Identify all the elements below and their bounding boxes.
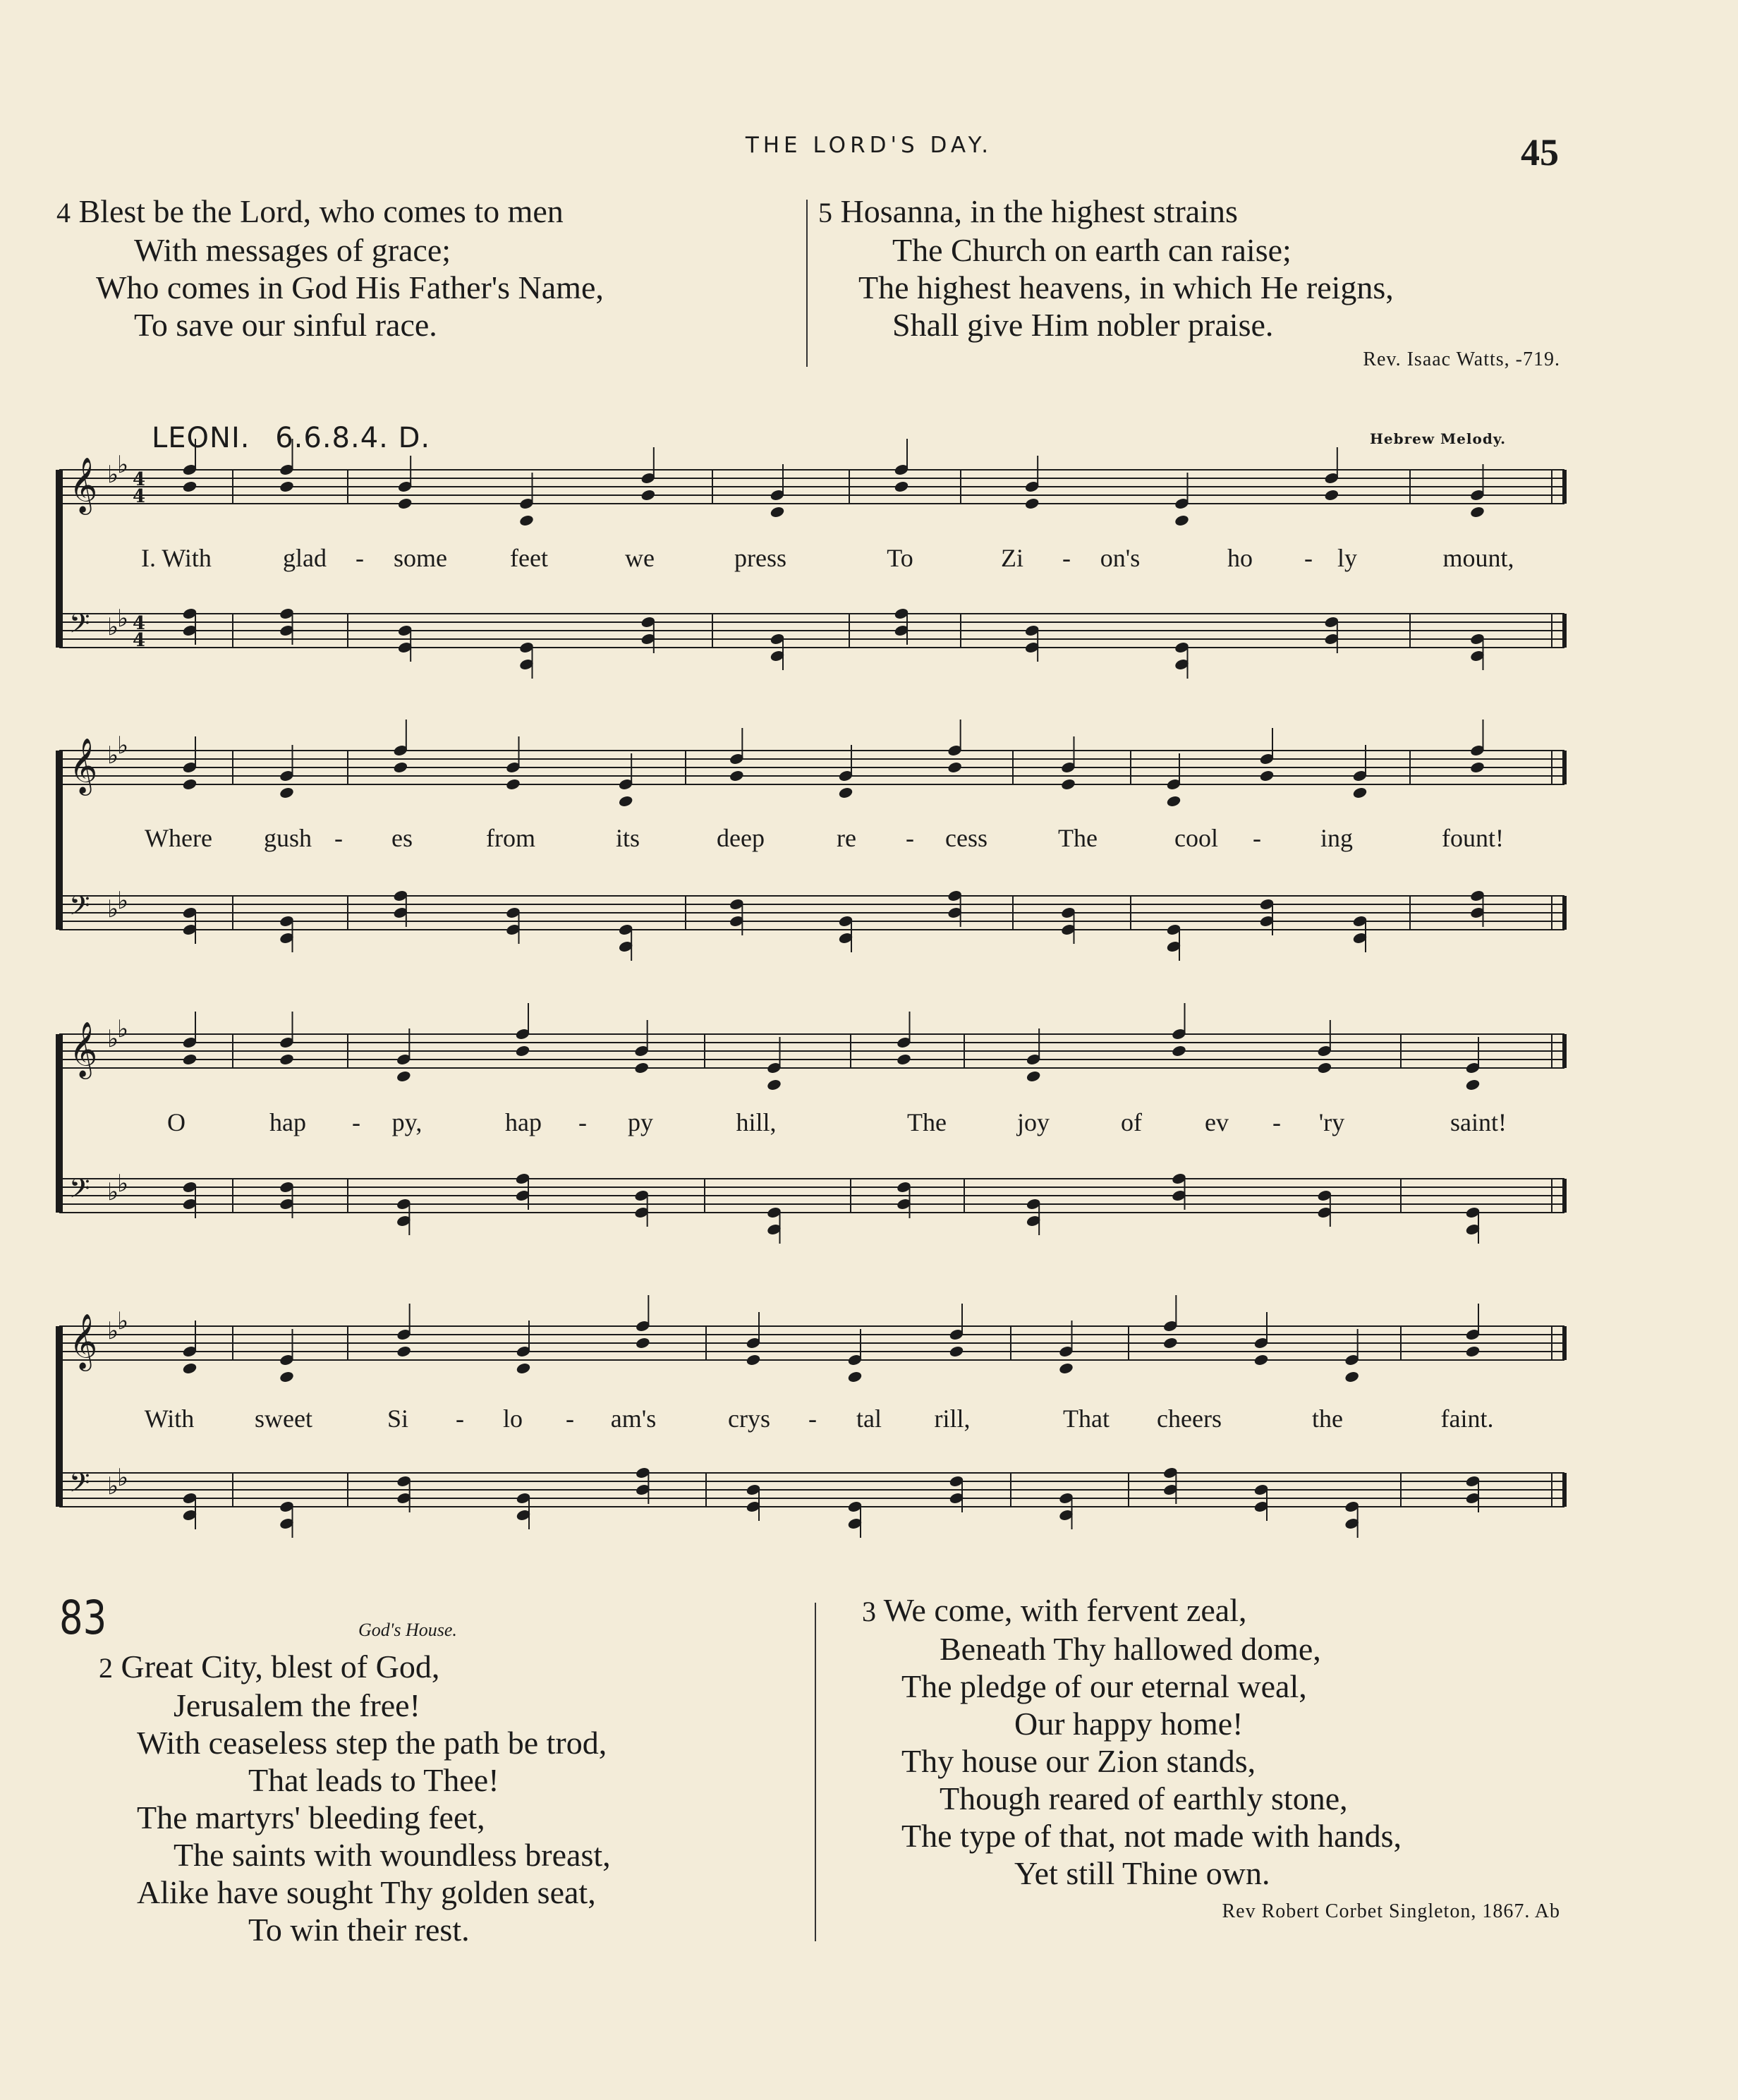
lyric-syllable: hap	[505, 1108, 542, 1136]
verse-line: Thy house our Zion stands,	[901, 1743, 1256, 1779]
notehead	[519, 514, 534, 526]
verse-line: Blest be the Lord, who comes to men	[78, 193, 564, 229]
lyric-syllable: am's	[610, 1404, 657, 1433]
lyric-syllable: -	[808, 1404, 817, 1433]
notehead	[516, 1362, 530, 1374]
lyric-syllable: py,	[391, 1108, 423, 1136]
notehead	[1166, 795, 1181, 807]
flat-icon: ♭	[117, 1307, 129, 1335]
time-signature: 4	[133, 469, 146, 490]
lyric-syllable: cool	[1174, 824, 1218, 852]
flat-icon: ♭	[107, 1025, 119, 1053]
notehead	[1344, 1371, 1359, 1383]
verse-line: Who comes in God His Father's Name,	[96, 269, 604, 305]
verse-line: Hosanna, in the highest strains	[840, 193, 1238, 229]
lyric-syllable: The	[907, 1108, 947, 1136]
notehead	[619, 795, 633, 807]
lyric-syllable: ho	[1227, 544, 1253, 572]
notehead	[767, 1079, 782, 1091]
tune-composer: Hebrew Melody.	[1370, 430, 1507, 447]
verse-number: 3	[862, 1596, 876, 1627]
verse-number: 5	[818, 197, 832, 229]
lyric-syllable: -	[1272, 1108, 1281, 1136]
lyric-syllable: its	[615, 824, 640, 852]
lyric-syllable: -	[578, 1108, 587, 1136]
lyric-syllable: ev	[1205, 1108, 1229, 1136]
lyric-syllable: some	[394, 544, 447, 572]
lyric-syllable: Zi	[1001, 544, 1023, 572]
lyric-syllable: -	[352, 1108, 360, 1136]
lyric-syllable: -	[566, 1404, 574, 1433]
lyric-syllable: To	[887, 544, 913, 572]
notehead	[729, 770, 744, 782]
lyric-syllable: That	[1063, 1404, 1110, 1433]
flat-icon: ♭	[107, 895, 119, 923]
notehead	[1324, 489, 1339, 501]
notehead	[1352, 787, 1367, 799]
notehead	[279, 787, 294, 799]
lyric-syllable: we	[625, 544, 655, 572]
hymn-number: 83	[59, 1591, 107, 1645]
flat-icon: ♭	[117, 1015, 129, 1043]
notehead	[1465, 1079, 1480, 1091]
lyric-syllable: joy	[1016, 1108, 1050, 1136]
lyric-syllable: re	[837, 824, 856, 852]
bass-clef-icon: 𝄢	[69, 1467, 90, 1505]
lyric-syllable: ing	[1320, 824, 1354, 852]
verse-number: 4	[56, 197, 71, 229]
notehead	[1025, 497, 1040, 509]
bass-clef-icon: 𝄢	[69, 1172, 90, 1210]
lyric-syllable: feet	[510, 544, 548, 572]
lyric-syllable: The	[1058, 824, 1098, 852]
hymn-title: God's House.	[358, 1620, 457, 1640]
notehead	[1172, 1045, 1186, 1057]
flat-icon: ♭	[107, 1472, 119, 1500]
notehead	[396, 1345, 411, 1357]
lyric-syllable: sweet	[255, 1404, 312, 1433]
verse-line: The saints with woundless breast,	[174, 1837, 611, 1873]
verse-number: 2	[99, 1652, 113, 1684]
notehead	[182, 1362, 197, 1374]
flat-icon: ♭	[107, 1317, 119, 1345]
verse-line: The type of that, not made with hands,	[901, 1818, 1402, 1854]
time-signature: 4	[133, 613, 146, 634]
notehead	[949, 1345, 964, 1357]
flat-icon: ♭	[117, 451, 129, 479]
verse-line: The highest heavens, in which He reigns,	[858, 269, 1394, 305]
lyric-syllable: I. With	[141, 544, 212, 572]
lyric-syllable: press	[734, 544, 786, 572]
tune-name: LEONI.	[152, 422, 250, 454]
notehead	[515, 1045, 530, 1057]
verse-line: To win their rest.	[248, 1912, 470, 1948]
notehead	[279, 480, 294, 492]
notehead	[1026, 1070, 1041, 1082]
verse-line: Jerusalem the free!	[174, 1687, 420, 1723]
column-divider	[815, 1603, 816, 1941]
lyric-syllable: -	[1062, 544, 1071, 572]
lyric-syllable: ly	[1337, 544, 1358, 572]
flat-icon: ♭	[107, 461, 119, 489]
flat-icon: ♭	[107, 1178, 119, 1206]
flat-icon: ♭	[117, 1170, 129, 1198]
lyric-syllable: -	[906, 824, 914, 852]
hymn-attribution: Rev Robert Corbet Singleton, 1867. Ab	[1222, 1900, 1560, 1922]
verse-line: Great City, blest of God,	[121, 1649, 440, 1685]
treble-clef-icon: 𝄞	[69, 1313, 98, 1369]
lyric-syllable: -	[334, 824, 343, 852]
notehead	[398, 497, 413, 509]
lyric-syllable: -	[456, 1404, 464, 1433]
verse-line: To save our sinful race.	[134, 307, 437, 343]
verse-attribution: Rev. Isaac Watts, -719.	[1363, 348, 1560, 370]
notehead	[1470, 761, 1485, 773]
verse-line: We come, with fervent zeal,	[883, 1592, 1247, 1628]
lyric-syllable: -	[356, 544, 364, 572]
notehead	[636, 1337, 650, 1349]
lyric-syllable: 'ry	[1318, 1108, 1345, 1136]
lyric-syllable: tal	[856, 1404, 882, 1433]
notehead	[1470, 506, 1485, 518]
lyric-syllable: hill,	[736, 1108, 777, 1136]
notehead	[897, 1053, 911, 1065]
notehead	[1317, 1062, 1332, 1074]
lyric-syllable: Where	[145, 824, 212, 852]
notehead	[396, 1070, 411, 1082]
lyric-syllable: deep	[717, 824, 765, 852]
flat-icon: ♭	[117, 887, 129, 915]
time-signature: 4	[133, 486, 146, 507]
bass-clef-icon: 𝄢	[69, 890, 90, 928]
lyric-syllable: gush	[263, 824, 312, 852]
treble-clef-icon: 𝄞	[69, 1021, 98, 1077]
lyric-syllable: cheers	[1157, 1404, 1222, 1433]
verse-line: Though reared of earthly stone,	[940, 1780, 1348, 1816]
treble-clef-icon: 𝄞	[69, 457, 98, 513]
lyric-syllable: hap	[269, 1108, 306, 1136]
lyric-syllable: lo	[502, 1404, 523, 1433]
notehead	[847, 1371, 862, 1383]
lyric-syllable: -	[1304, 544, 1313, 572]
lyric-syllable: saint!	[1450, 1108, 1507, 1136]
notehead	[634, 1062, 649, 1074]
notehead	[506, 778, 521, 790]
notehead	[1059, 1362, 1074, 1374]
notehead	[1163, 1337, 1178, 1349]
lyric-syllable: O	[167, 1108, 186, 1136]
lyric-syllable: from	[486, 824, 535, 852]
verse-line: Shall give Him nobler praise.	[892, 307, 1274, 343]
notehead	[838, 787, 853, 799]
flat-icon: ♭	[117, 1464, 129, 1492]
verse-line: With ceaseless step the path be trod,	[137, 1725, 607, 1761]
verse-2	[99, 1648, 611, 1948]
verse-line: That leads to Thee!	[248, 1762, 499, 1798]
verse-line: The martyrs' bleeding feet,	[137, 1799, 485, 1835]
treble-clef-icon: 𝄞	[69, 738, 98, 794]
lyric-syllable: rill,	[934, 1404, 971, 1433]
notehead	[1465, 1345, 1480, 1357]
verse-line: Our happy home!	[1014, 1706, 1244, 1742]
notehead	[279, 1371, 294, 1383]
lyric-syllable: py	[628, 1108, 653, 1136]
verse-line: The Church on earth can raise;	[892, 232, 1292, 268]
notehead	[1174, 514, 1189, 526]
notehead	[894, 480, 909, 492]
notehead	[770, 506, 784, 518]
notehead	[640, 489, 655, 501]
page-number: 45	[1521, 131, 1559, 174]
lyric-syllable: cess	[945, 824, 988, 852]
notehead	[1259, 770, 1274, 782]
notehead	[393, 761, 408, 773]
notehead	[182, 1053, 197, 1065]
notehead	[746, 1354, 760, 1366]
lyric-syllable: glad	[283, 544, 327, 572]
notehead	[182, 480, 197, 492]
flat-icon: ♭	[107, 741, 119, 770]
lyric-syllable: mount,	[1442, 544, 1514, 572]
flat-icon: ♭	[107, 613, 119, 641]
lyric-syllable: crys	[728, 1404, 770, 1433]
lyric-syllable: Si	[387, 1404, 409, 1433]
verse-line: Alike have sought Thy golden seat,	[137, 1874, 596, 1910]
lyric-syllable: es	[391, 824, 413, 852]
notehead	[182, 778, 197, 790]
verse-line: With messages of grace;	[134, 232, 451, 268]
bass-clef-icon: 𝄢	[69, 607, 90, 645]
tune-meter: 6.6.8.4. D.	[275, 422, 431, 454]
lyric-syllable: With	[144, 1404, 195, 1433]
lyric-syllable: on's	[1100, 544, 1141, 572]
lyric-syllable: the	[1312, 1404, 1343, 1433]
verse-3	[862, 1591, 1402, 1892]
notehead	[1061, 778, 1076, 790]
verse-line: Beneath Thy hallowed dome,	[940, 1631, 1321, 1667]
running-header: THE LORD'S DAY.	[745, 133, 993, 158]
flat-icon: ♭	[117, 732, 129, 760]
verse-line: Yet still Thine own.	[1014, 1855, 1270, 1891]
notehead	[1253, 1354, 1268, 1366]
time-signature: 4	[133, 630, 146, 651]
verse-line: The pledge of our eternal weal,	[901, 1668, 1307, 1704]
flat-icon: ♭	[117, 605, 129, 633]
lyric-syllable: -	[1253, 824, 1261, 852]
lyric-syllable: faint.	[1440, 1404, 1494, 1433]
notehead	[947, 761, 962, 773]
lyric-syllable: fount!	[1442, 824, 1504, 852]
lyric-syllable: of	[1121, 1108, 1142, 1136]
notehead	[279, 1053, 294, 1065]
